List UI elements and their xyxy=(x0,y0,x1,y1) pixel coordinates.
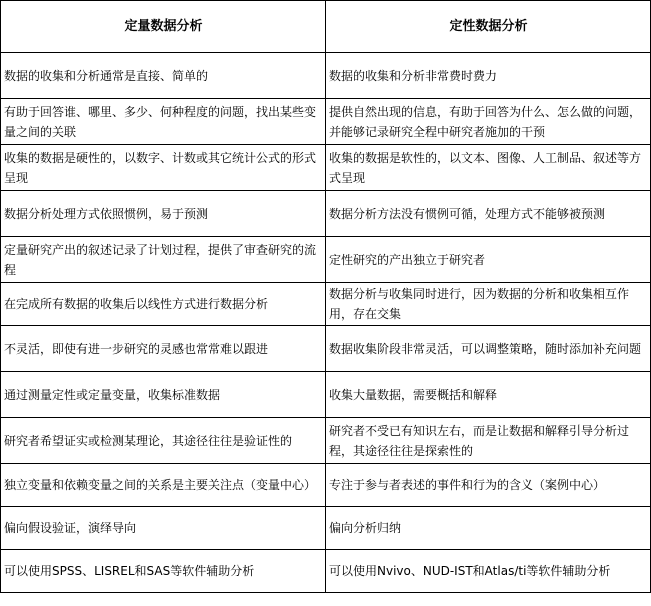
table-row xyxy=(1,372,651,418)
cell-qualitative: 数据分析方法没有惯例可循，处理方式不能够被预测 xyxy=(326,191,651,237)
table-row xyxy=(1,237,651,283)
table-row xyxy=(1,145,651,191)
cell-quantitative: 通过测量定性或定量变量，收集标准数据 xyxy=(1,372,326,418)
cell-quantitative: 数据的收集和分析通常是直接、简单的 xyxy=(1,53,326,99)
cell-quantitative: 偏向假设验证，演绎导向 xyxy=(1,507,326,550)
header-quantitative: 定量数据分析 xyxy=(1,1,326,53)
cell-quantitative: 收集的数据是硬性的，以数字、计数或其它统计公式的形式呈现 xyxy=(1,145,326,191)
cell-qualitative: 定性研究的产出独立于研究者 xyxy=(326,237,651,283)
cell-quantitative: 研究者希望证实或检测某理论，其途径往往是验证性的 xyxy=(1,418,326,464)
table-row xyxy=(1,550,651,593)
table-row xyxy=(1,283,651,326)
cell-quantitative: 可以使用SPSS、LISREL和SAS等软件辅助分析 xyxy=(1,550,326,593)
table-row xyxy=(1,99,651,145)
cell-qualitative: 收集大量数据，需要概括和解释 xyxy=(326,372,651,418)
table-row xyxy=(1,326,651,372)
cell-quantitative: 有助于回答谁、哪里、多少、何种程度的问题，找出某些变量之间的关联 xyxy=(1,99,326,145)
cell-qualitative: 研究者不受已有知识左右，而是让数据和解释引导分析过程，其途径往往是探索性的 xyxy=(326,418,651,464)
cell-quantitative: 独立变量和依赖变量之间的关系是主要关注点（变量中心） xyxy=(1,464,326,507)
table-row xyxy=(1,191,651,237)
table-row xyxy=(1,464,651,507)
table-row xyxy=(1,507,651,550)
cell-qualitative: 偏向分析归纳 xyxy=(326,507,651,550)
cell-quantitative: 数据分析处理方式依照惯例，易于预测 xyxy=(1,191,326,237)
cell-qualitative: 提供自然出现的信息，有助于回答为什么、怎么做的问题，并能够记录研究全程中研究者施加的干预 xyxy=(326,99,651,145)
cell-quantitative: 不灵活，即使有进一步研究的灵感也常常难以跟进 xyxy=(1,326,326,372)
cell-qualitative: 数据分析与收集同时进行，因为数据的分析和收集相互作用，存在交集 xyxy=(326,283,651,326)
table-header-row xyxy=(1,1,651,53)
cell-quantitative: 在完成所有数据的收集后以线性方式进行数据分析 xyxy=(1,283,326,326)
cell-qualitative: 专注于参与者表述的事件和行为的含义（案例中心） xyxy=(326,464,651,507)
cell-quantitative: 定量研究产出的叙述记录了计划过程，提供了审查研究的流程 xyxy=(1,237,326,283)
cell-qualitative: 可以使用Nvivo、NUD-IST和Atlas/ti等软件辅助分析 xyxy=(326,550,651,593)
table-row xyxy=(1,418,651,464)
cell-qualitative: 数据收集阶段非常灵活，可以调整策略，随时添加补充问题 xyxy=(326,326,651,372)
cell-qualitative: 数据的收集和分析非常费时费力 xyxy=(326,53,651,99)
cell-qualitative: 收集的数据是软性的，以文本、图像、人工制品、叙述等方式呈现 xyxy=(326,145,651,191)
table-row xyxy=(1,53,651,99)
header-qualitative: 定性数据分析 xyxy=(326,1,651,53)
